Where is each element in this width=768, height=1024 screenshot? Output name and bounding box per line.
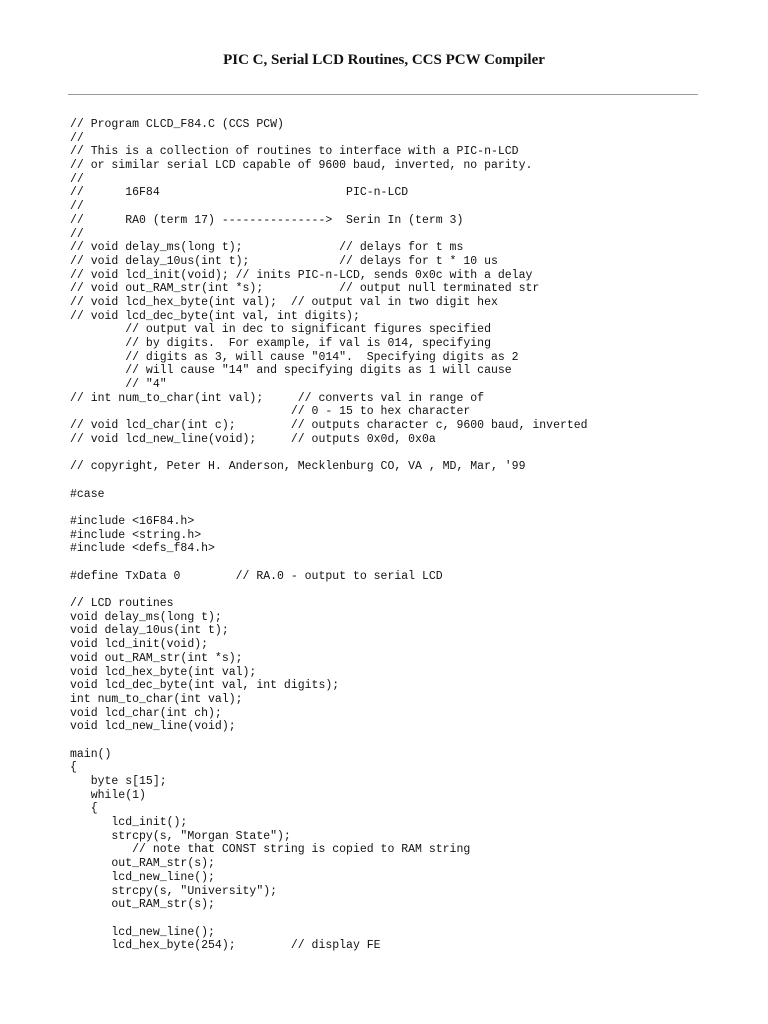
code-line: void lcd_char(int ch); <box>70 706 222 720</box>
code-line: // int num_to_char(int val); // converts val in range of <box>70 391 485 405</box>
code-line: // <box>70 131 84 145</box>
code-line: lcd_new_line(); <box>70 870 215 884</box>
code-line: // void out_RAM_str(int *s); // output null terminated str <box>70 282 540 296</box>
code-line <box>70 912 588 926</box>
code-line: // This is a collection of routines to interface with a PIC-n-LCD <box>70 145 519 159</box>
code-line: void lcd_init(void); <box>70 638 209 652</box>
code-line: out_RAM_str(s); <box>70 857 215 871</box>
code-listing <box>70 118 588 953</box>
code-line <box>70 734 588 748</box>
code-line: main() <box>70 747 112 761</box>
code-line: #include <string.h> <box>70 528 202 542</box>
code-line: void out_RAM_str(int *s); <box>70 651 243 665</box>
code-line: void lcd_dec_byte(int val, int digits); <box>70 679 340 693</box>
code-line: // 0 - 15 to hex character <box>70 405 471 419</box>
code-line: // void lcd_hex_byte(int val); // output val in two digit hex <box>70 295 498 309</box>
code-line: // 16F84 PIC-n-LCD <box>70 186 409 200</box>
code-line <box>70 501 588 515</box>
code-line: // copyright, Peter H. Anderson, Mecklenburg CO, VA , MD, Mar, '99 <box>70 460 526 474</box>
code-line: #case <box>70 487 105 501</box>
code-line: lcd_new_line(); <box>70 925 215 939</box>
code-line: // "4" <box>70 378 167 392</box>
code-line <box>70 556 588 570</box>
code-line: // or similar serial LCD capable of 9600 baud, inverted, no parity. <box>70 159 533 173</box>
code-line: // RA0 (term 17) ---------------> Serin In (term 3) <box>70 213 464 227</box>
code-line: lcd_hex_byte(254); // display FE <box>70 939 381 953</box>
code-line <box>70 583 588 597</box>
code-line: // digits as 3, will cause "014". Specifying digits as 2 <box>70 350 519 364</box>
code-line: // will cause "14" and specifying digits as 1 will cause <box>70 364 512 378</box>
code-line: lcd_init(); <box>70 816 188 830</box>
code-line: // note that CONST string is copied to RAM string <box>70 843 471 857</box>
code-line: #define TxData 0 // RA.0 - output to serial LCD <box>70 569 443 583</box>
page-title: PIC C, Serial LCD Routines, CCS PCW Compiler <box>223 52 545 68</box>
code-line <box>70 474 588 488</box>
code-line: void delay_ms(long t); <box>70 610 222 624</box>
code-line: void lcd_new_line(void); <box>70 720 236 734</box>
code-line: // <box>70 227 84 241</box>
code-line: #include <defs_f84.h> <box>70 542 215 556</box>
code-line <box>70 447 588 461</box>
code-line: // void lcd_new_line(void); // outputs 0x0d, 0x0a <box>70 432 436 446</box>
code-line: // <box>70 172 84 186</box>
code-line: // void delay_ms(long t); // delays for t ms <box>70 241 464 255</box>
code-line: // void lcd_init(void); // inits PIC-n-LCD, sends 0x0c with a delay <box>70 268 533 282</box>
code-line: // void lcd_dec_byte(int val, int digits); <box>70 309 360 323</box>
code-line: while(1) <box>70 788 146 802</box>
code-line: void lcd_hex_byte(int val); <box>70 665 257 679</box>
code-line: // output val in dec to significant figures specified <box>70 323 491 337</box>
code-line: byte s[15]; <box>70 775 167 788</box>
code-line: // <box>70 200 84 214</box>
code-line: // Program CLCD_F84.C (CCS PCW) <box>70 118 284 131</box>
code-line: // LCD routines <box>70 597 174 611</box>
title-divider <box>68 94 698 95</box>
code-line: strcpy(s, "University"); <box>70 884 278 898</box>
code-line: int num_to_char(int val); <box>70 692 243 706</box>
code-line: // by digits. For example, if val is 014, specifying <box>70 337 491 350</box>
code-line: // void lcd_char(int c); // outputs character c, 9600 baud, inverted <box>70 419 588 433</box>
code-line: { <box>70 761 77 775</box>
code-line: strcpy(s, "Morgan State"); <box>70 829 291 843</box>
code-line: { <box>70 802 98 816</box>
code-line: #include <16F84.h> <box>70 514 195 528</box>
code-line: void delay_10us(int t); <box>70 624 229 638</box>
code-line: // void delay_10us(int t); // delays for t * 10 us <box>70 254 498 268</box>
code-line: out_RAM_str(s); <box>70 898 215 912</box>
